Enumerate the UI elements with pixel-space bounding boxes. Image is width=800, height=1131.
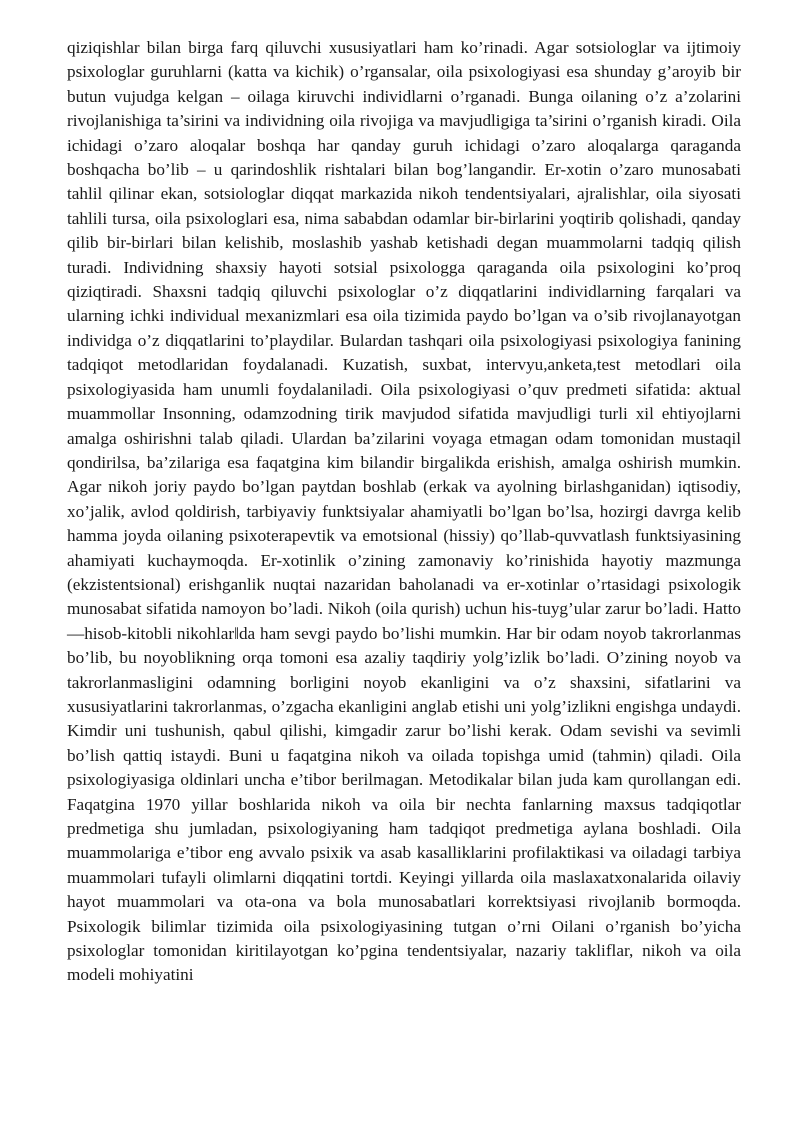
document-page [67,36,741,988]
body-paragraph: qiziqishlar bilan birga farq qiluvchi xususiyatlari ham ko’rinadi. Agar sotsiologlar va ijtimoiy psixologlar guruhlarni (katta va kichik) o’rgansalar, oila psixologiyasi esa shunday g’aroyib bir butun vujudga kelgan – oilaga kiruvchi individlarni o’rganadi. Bunga oilaning o’z a’zolarini rivojlanishiga ta’sirini va individning oila rivojiga va mavjudligiga ta’sirini o’rganish kiradi. Oila ichidagi o’zaro aloqalar boshqa har qanday guruh ichidagi o’zaro aloqalarga qaraganda boshqacha bo’lib – u qarindoshlik rishtalari bilan bog’langandir. Er-xotin o’zaro munosabati tahlil qilinar ekan, sotsiologlar diqqat markazida nikoh tendentsiyalari, ajralishlar, oila siyosati tahlili tursa, oila psixologlari esa, nima sababdan odamlar bir-birlarini yoqtirib qolishadi, qanday qilib bir-birlari bilan kelishib, moslashib yashab ketishadi degan muammolarni tadqiq qilish turadi. Individning shaxsiy hayoti sotsial psixologga qaraganda oila psixologini ko’proq qiziqtiradi. Shaxsni tadqiq qiluvchi psixologlar o’z diqqatlarini individlarning farqalari va ularning ichki individual mexanizmlari esa oila tizimida paydo bo’lgan va o’sib rivojlanayotgan individga o’z diqqatlarini to’playdilar. Bulardan tashqari oila psixologiyasi psixologiya fanining tadqiqot metodlaridan foydalanadi. Kuzatish, suxbat, intervyu,anketa,test metodlari oila psixologiyasida ham unumli foydalaniladi. Oila psixologiyasi o’quv predmeti sifatida: aktual muammollar Insonning, odamzodning tirik mavjudod sifatida mavjudligi turli xil ehtiyojlarni amalga oshirishni talab qiladi. Ulardan ba’zilarini voyaga etmagan odam tomonidan mustaqil qondirilsa, ba’zilariga esa faqatgina kim bilandir birgalikda erishish, amalga oshirish mumkin. Agar nikoh joriy paydo bo’lgan paytdan boshlab (erkak va ayolning birlashganidan) iqtisodiy, xo’jalik, avlod qoldirish, tarbiyaviy funktsiyalar ahamiyatli bo’lgan bo’lsa, hozirgi davrga kelib hamma joyda oilaning psixoterapevtik va emotsional (hissiy) qo’llab-quvvatlash funktsiyasining ahamiyati kuchaymoqda. Er-xotinlik o’zining zamonaviy ko’rinishida hayotiy mazmunga (ekzistentsional) erishganlik nuqtai nazaridan baholanadi va er-xotinlar o’rtasidagi psixologik munosabat sifatida namoyon bo’ladi. Nikoh (oila qurish) uchun his-tuyg’ular zarur bo’ladi. Hatto ―hisob-kitobli nikohlar‖da ham sevgi paydo bo’lishi mumkin. Har bir odam noyob takrorlanmas bo’lib, bu noyoblikning orqa tomoni esa azaliy taqdiriy yolg’izlik bo’ladi. O’zining noyob va takrorlanmasligini odamning borligini noyob ekanligini va o’z shaxsini, sifatlarini va xususiyatlarini takrorlanmas, o’zgacha ekanligini anglab etishi uni yolg’izlikni engishga undaydi. Kimdir uni tushunish, qabul qilishi, kimgadir zarur bo’lishi kerak. Odam sevishi va sevimli bo’lish qattiq istaydi. Buni u faqatgina nikoh va oilada topishga umid (tahmin) qiladi. Oila psixologiyasiga oldinlari uncha e’tibor berilmagan. Metodikalar bilan juda kam qurollangan edi. Faqatgina 1970 yillar boshlarida nikoh va oila bir nechta fanlarning maxsus tadqiqotlar predmetiga shu jumladan, psixologiyaning ham tadqiqot predmetiga aylana boshladi. Oila muammolariga e’tibor eng avvalo psixik va asab kasalliklarini profilaktikasi va oiladagi tarbiya muammolari tufayli olimlarni diqqatini tortdi. Keyingi yillarda oila maslaxatxonalarida oilaviy hayot muammolari va ota-ona va bola munosabatlari korrektsiyasi rivojlanib bormoqda. Psixologik bilimlar tizimida oila psixologiyasining tutgan o’rni Oilani o’rganish bo’yicha psixologlar tomonidan kiritilayotgan ko’pgina tendentsiyalar, nazariy takliflar, nikoh va oila modeli mohiyatini [67,38,741,985]
